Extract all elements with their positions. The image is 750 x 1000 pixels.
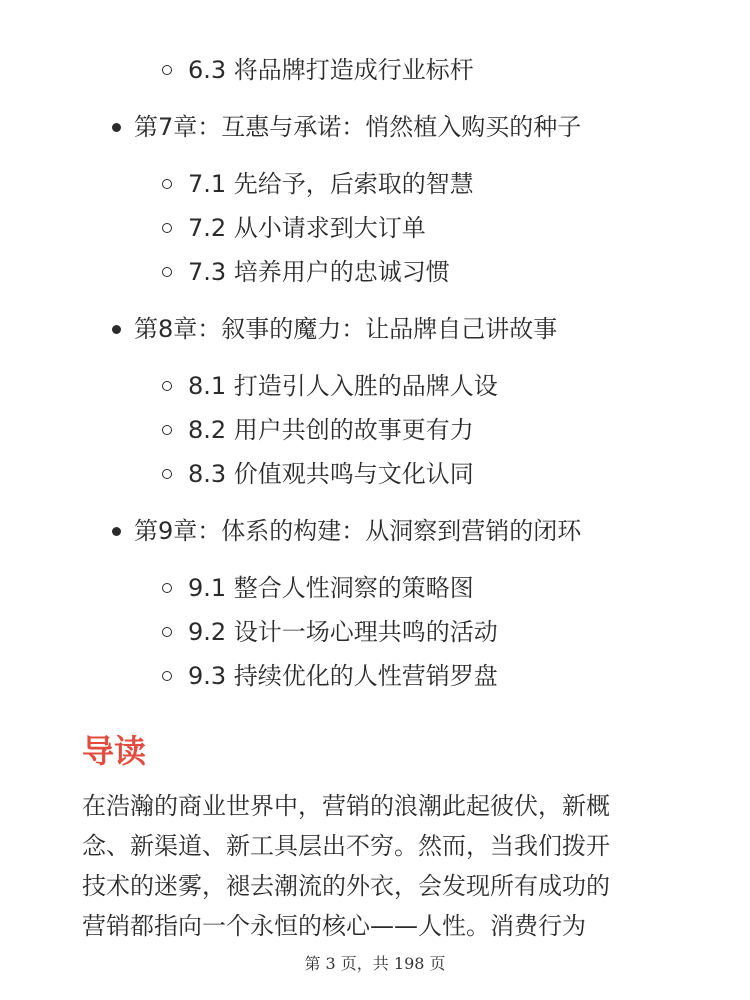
toc-item-label: 9.3 持续优化的人性营销罗盘 [188, 662, 498, 690]
toc-item-label: 7.1 先给予，后索取的智慧 [188, 170, 474, 198]
toc-section-item [0, 610, 750, 654]
hollow-bullet-icon [162, 469, 172, 479]
toc-item-label: 8.1 打造引人入胜的品牌人设 [188, 372, 498, 400]
table-of-contents [0, 48, 750, 698]
hollow-bullet-icon [162, 583, 172, 593]
hollow-bullet-icon [162, 223, 172, 233]
toc-item-label: 第8章：叙事的魔力：让品牌自己讲故事 [134, 315, 558, 343]
hollow-bullet-icon [162, 267, 172, 277]
toc-section-item [0, 48, 750, 92]
toc-chapter-item [0, 509, 750, 553]
paragraph-line: 技术的迷雾，褪去潮流的外衣，会发现所有成功的 [82, 872, 610, 900]
toc-section-item [0, 162, 750, 206]
hollow-bullet-icon [162, 627, 172, 637]
toc-chapter-item [0, 307, 750, 351]
filled-bullet-icon [112, 527, 121, 536]
page-number-footer: 第 3 页，共 198 页 [304, 954, 446, 973]
toc-section-item [0, 364, 750, 408]
hollow-bullet-icon [162, 179, 172, 189]
paragraph-line: 营销都指向一个永恒的核心——人性。消费行为 [82, 912, 586, 940]
paragraph-line: 念、新渠道、新工具层出不穷。然而，当我们拨开 [82, 832, 610, 860]
toc-section-item [0, 566, 750, 610]
toc-item-label: 8.2 用户共创的故事更有力 [188, 416, 474, 444]
hollow-bullet-icon [162, 425, 172, 435]
toc-section-item [0, 408, 750, 452]
toc-chapter-item [0, 105, 750, 149]
intro-paragraph [82, 786, 672, 946]
toc-item-label: 7.2 从小请求到大订单 [188, 214, 426, 242]
toc-section-item [0, 206, 750, 250]
toc-item-label: 9.2 设计一场心理共鸣的活动 [188, 618, 498, 646]
hollow-bullet-icon [162, 381, 172, 391]
toc-item-label: 7.3 培养用户的忠诚习惯 [188, 258, 450, 286]
filled-bullet-icon [112, 325, 121, 334]
hollow-bullet-icon [162, 65, 172, 75]
toc-item-label: 8.3 价值观共鸣与文化认同 [188, 460, 474, 488]
toc-item-label: 6.3 将品牌打造成行业标杆 [188, 56, 474, 84]
toc-item-label: 第7章：互惠与承诺：悄然植入购买的种子 [134, 113, 582, 141]
paragraph-line: 在浩瀚的商业世界中，营销的浪潮此起彼伏，新概 [82, 792, 610, 820]
toc-item-label: 第9章：体系的构建：从洞察到营销的闭环 [134, 517, 582, 545]
toc-section-item [0, 654, 750, 698]
hollow-bullet-icon [162, 671, 172, 681]
toc-section-item [0, 250, 750, 294]
toc-item-label: 9.1 整合人性洞察的策略图 [188, 574, 474, 602]
toc-section-item [0, 452, 750, 496]
filled-bullet-icon [112, 123, 121, 132]
section-heading: 导读 [82, 732, 147, 770]
